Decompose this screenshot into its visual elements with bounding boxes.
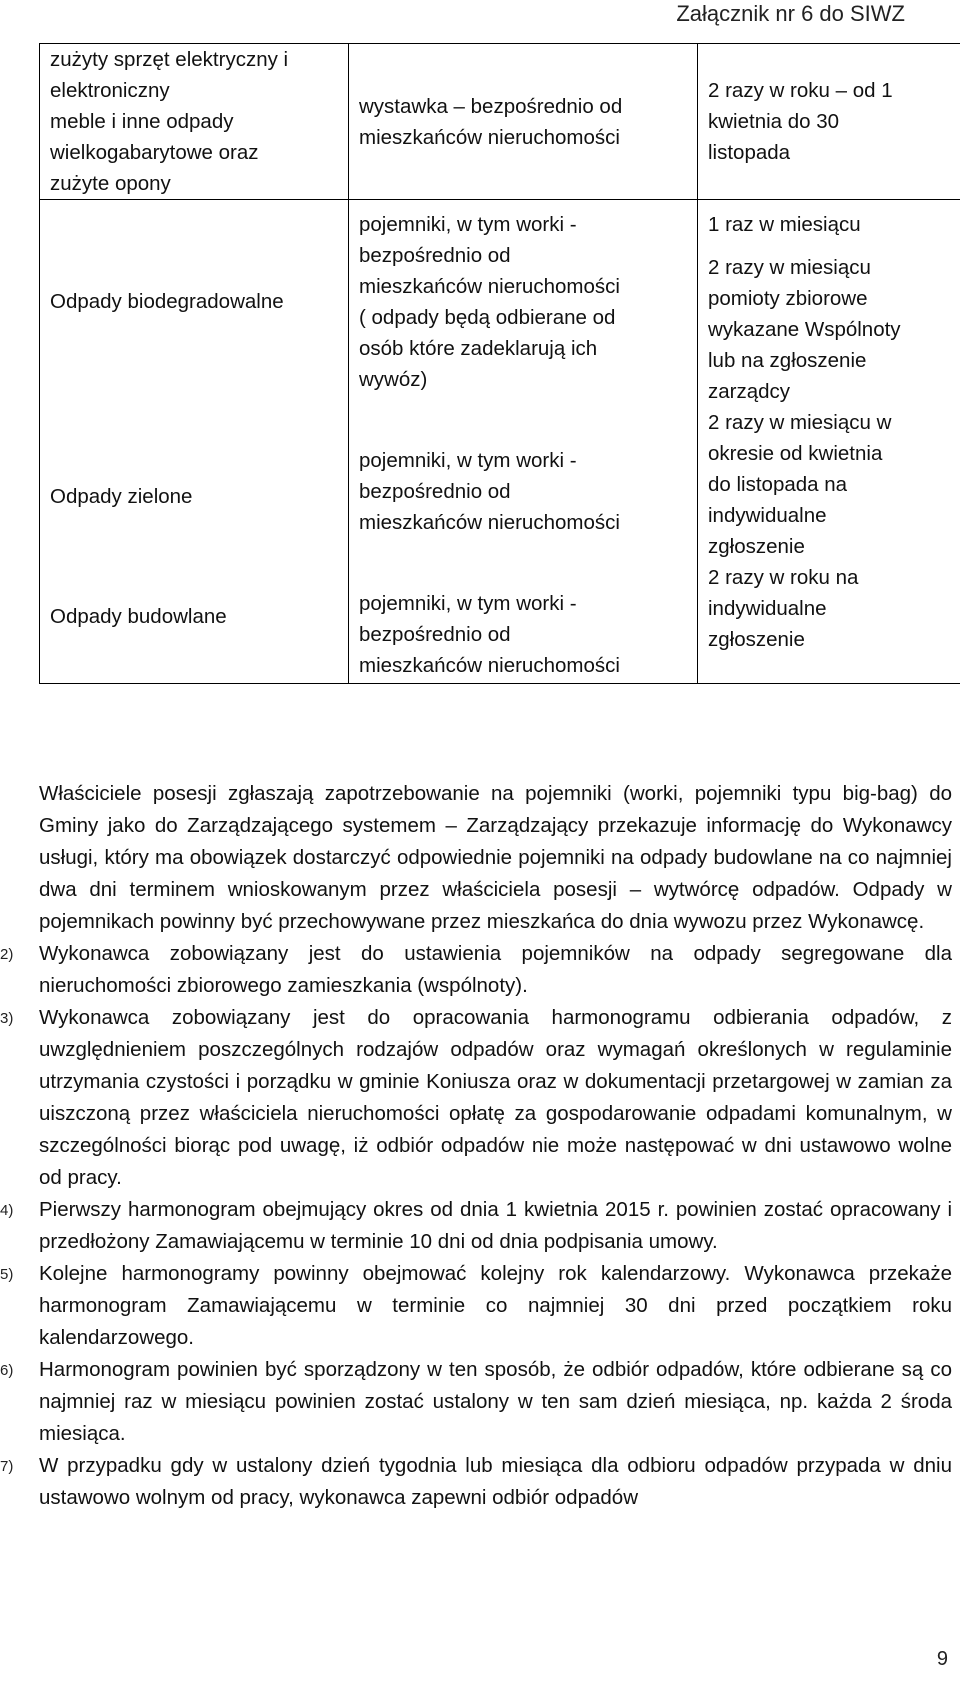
collection-frequency-text bbox=[708, 75, 960, 168]
cell-line: 2 razy w miesiącu bbox=[708, 256, 871, 279]
collection-method-biodegradable bbox=[359, 209, 687, 395]
list-item bbox=[0, 1258, 952, 1354]
table-row bbox=[40, 200, 960, 684]
list-item-text: Pierwszy harmonogram obejmujący okres od dnia 1 kwietnia 2015 r. powinien zostać opracowany i przedłożony Zamawiającemu w terminie 10 dni od dnia podpisania umowy. bbox=[39, 1198, 952, 1253]
list-item-text: Harmonogram powinien być sporządzony w ten sposób, że odbiór odpadów, które odbierane są co najmniej raz w miesiącu powinien zostać ustalony w ten sam dzień miesiąca, np. każda 2 środa miesiąca. bbox=[39, 1358, 952, 1445]
numbered-list bbox=[0, 938, 952, 1514]
collection-method-cell bbox=[349, 44, 698, 200]
list-item-number: 3) bbox=[0, 1010, 14, 1027]
document-header: Załącznik nr 6 do SIWZ bbox=[676, 1, 905, 26]
collection-frequency-twice-monthly bbox=[708, 252, 960, 407]
cell-line: pojemniki, w tym worki - bbox=[359, 449, 577, 472]
cell-line: pomioty zbiorowe bbox=[708, 287, 868, 310]
list-item-number: 5) bbox=[0, 1266, 14, 1283]
page-number: 9 bbox=[936, 1648, 948, 1670]
cell-line: 2 razy w roku – od 1 bbox=[708, 79, 893, 102]
collection-method-text bbox=[359, 91, 687, 153]
document-body bbox=[0, 778, 952, 1514]
waste-type-cell bbox=[40, 200, 349, 684]
cell-line: wystawka – bezpośrednio od bbox=[359, 94, 623, 118]
collection-method-green bbox=[359, 445, 687, 538]
cell-line: mieszkańców nieruchomości bbox=[359, 125, 620, 149]
cell-line: kwietnia do 30 bbox=[708, 110, 840, 133]
cell-line: 1 raz w miesiącu bbox=[708, 213, 861, 236]
list-item-text: Wykonawca zobowiązany jest do ustawienia pojemników na odpady segregowane dla nieruchomości zbiorowego zamieszkania (wspólnoty). bbox=[39, 942, 952, 997]
cell-line: mieszkańców nieruchomości bbox=[359, 654, 620, 677]
list-item bbox=[0, 1354, 952, 1450]
waste-type-text bbox=[50, 44, 338, 199]
cell-line: meble i inne odpady bbox=[50, 110, 234, 133]
waste-collection-table bbox=[39, 43, 960, 684]
collection-frequency-seasonal bbox=[708, 407, 960, 562]
waste-type-green: Odpady zielone bbox=[50, 485, 193, 508]
table-row bbox=[40, 44, 960, 200]
cell-line: mieszkańców nieruchomości bbox=[359, 275, 620, 298]
collection-method-cell bbox=[349, 200, 698, 684]
cell-line: ( odpady będą odbierane od bbox=[359, 306, 616, 329]
cell-line: indywidualne bbox=[708, 597, 827, 620]
cell-line: elektroniczny bbox=[50, 79, 170, 102]
cell-line: pojemniki, w tym worki - bbox=[359, 592, 577, 615]
cell-line: zgłoszenie bbox=[708, 628, 805, 651]
list-item-number: 4) bbox=[0, 1202, 14, 1219]
collection-method-construction bbox=[359, 588, 687, 681]
cell-line: indywidualne bbox=[708, 504, 827, 527]
list-item bbox=[0, 1450, 952, 1514]
cell-line: lub na zgłoszenie bbox=[708, 349, 867, 372]
list-item-number: 7) bbox=[0, 1458, 14, 1475]
intro-paragraph: Właściciele posesji zgłaszają zapotrzebowanie na pojemniki (worki, pojemniki typu big-bag) do Gminy jako do Zarządzającego systemem – Zarządzający przekazuje informację do Wykonawcy usługi, który ma obowiązek dostarczyć odpowiednie pojemniki na odpady budowlane na co najmniej dwa dni terminem wnioskowanym przez właściciela posesji – wytwórcę odpadów. Odpady w pojemnikach powinny być przechowywane przez mieszkańca do dnia wywozu przez Wykonawcę. bbox=[39, 782, 952, 933]
list-item-text: W przypadku gdy w ustalony dzień tygodnia lub miesiąca dla odbioru odpadów przypada w dniu ustawowo wolnym od pracy, wykonawca zapewni odbiór odpadów bbox=[39, 1454, 952, 1509]
collection-frequency-twice-yearly bbox=[708, 562, 960, 655]
waste-type-construction: Odpady budowlane bbox=[50, 605, 227, 628]
cell-line: okresie od kwietnia bbox=[708, 442, 883, 465]
cell-line: zużyty sprzęt elektryczny i bbox=[50, 48, 289, 71]
cell-line: zarządcy bbox=[708, 380, 791, 403]
collection-frequency-cell bbox=[698, 200, 960, 684]
cell-line: listopada bbox=[708, 141, 791, 164]
list-item-number: 6) bbox=[0, 1362, 14, 1379]
list-item-number: 2) bbox=[0, 946, 14, 963]
cell-line: 2 razy w miesiącu w bbox=[708, 411, 892, 434]
cell-line: osób które zadeklarują ich bbox=[359, 337, 598, 360]
list-item bbox=[0, 1002, 952, 1194]
cell-line: bezpośrednio od bbox=[359, 480, 511, 503]
list-item-text: Wykonawca zobowiązany jest do opracowania harmonogramu odbierania odpadów, z uwzględnieniem poszczególnych rodzajów odpadów oraz wymagań określonych w regulaminie utrzymania czystości i porządku w gminie Koniusza oraz w dokumentacji przetargowej w zamian za uiszczoną przez właściciela nieruchomości opłatę za gospodarowanie odpadami komunalnym, w szczególności biorąc pod uwagę, iż odbiór odpadów nie może następować w dni ustawowo wolne od pracy. bbox=[39, 1006, 952, 1189]
cell-line: wykazane Wspólnoty bbox=[708, 318, 901, 341]
cell-line: zgłoszenie bbox=[708, 535, 805, 558]
cell-line: bezpośrednio od bbox=[359, 244, 511, 267]
collection-frequency-once-monthly bbox=[708, 209, 960, 240]
waste-type-cell bbox=[40, 44, 349, 200]
list-item bbox=[0, 1194, 952, 1258]
cell-line: 2 razy w roku na bbox=[708, 566, 859, 589]
cell-line: mieszkańców nieruchomości bbox=[359, 511, 620, 534]
cell-line: zużyte opony bbox=[50, 172, 171, 195]
collection-frequency-cell bbox=[698, 44, 960, 200]
cell-line: do listopada na bbox=[708, 473, 848, 496]
cell-line: wielkogabarytowe oraz bbox=[50, 141, 259, 164]
list-item bbox=[0, 938, 952, 1002]
waste-type-biodegradable: Odpady biodegradowalne bbox=[50, 290, 284, 313]
cell-line: pojemniki, w tym worki - bbox=[359, 213, 577, 236]
cell-line: bezpośrednio od bbox=[359, 623, 511, 646]
list-item-text: Kolejne harmonogramy powinny obejmować kolejny rok kalendarzowy. Wykonawca przekaże harmonogram Zamawiającemu w terminie co najmniej 30 dni przed początkiem roku kalendarzowego. bbox=[39, 1262, 952, 1349]
cell-line: wywóz) bbox=[359, 368, 428, 391]
